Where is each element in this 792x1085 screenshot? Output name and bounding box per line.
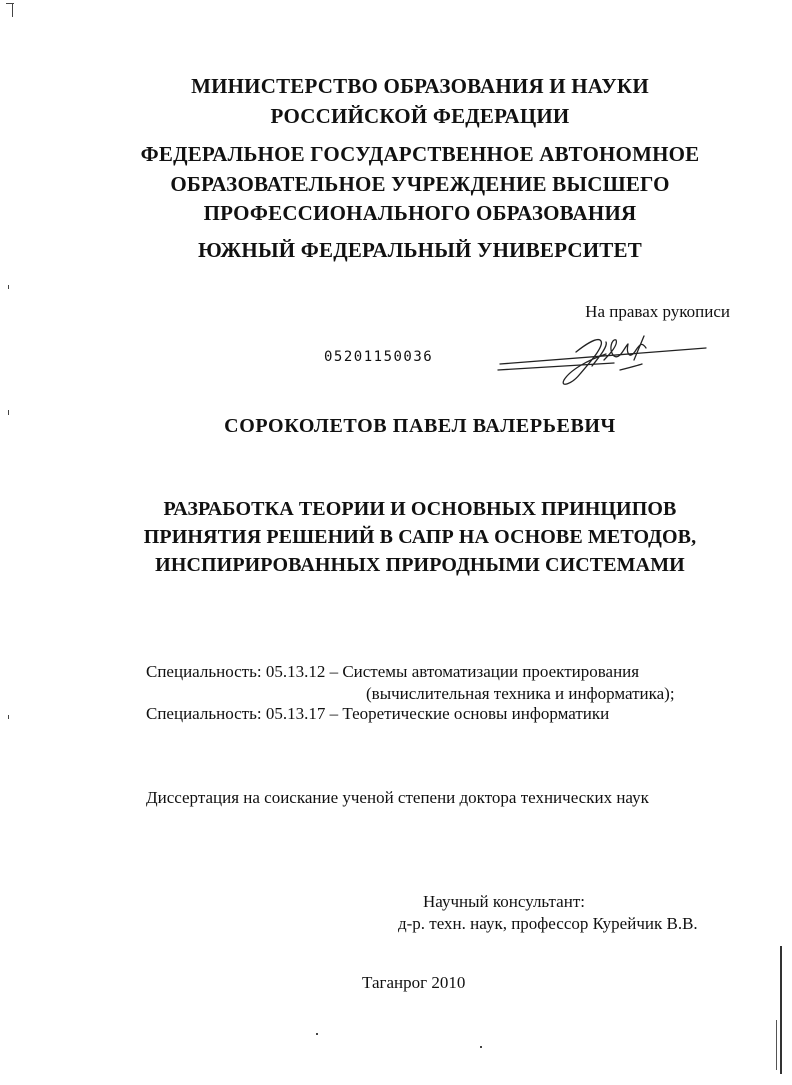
scan-dot-left-1 xyxy=(8,285,9,289)
dissertation-title-line-2: ПРИНЯТИЯ РЕШЕНИЙ В САПР НА ОСНОВЕ МЕТОДОВ, xyxy=(143,526,697,548)
dissertation-title-line-1: РАЗРАБОТКА ТЕОРИИ И ОСНОВНЫХ ПРИНЦИПОВ xyxy=(163,498,677,520)
degree-statement: Диссертация на соискание ученой степени доктора технических наук xyxy=(146,788,649,807)
consultant-name: д-р. техн. наук, профессор Курейчик В.В. xyxy=(398,914,698,933)
scan-dot-bottom-2 xyxy=(480,1046,482,1048)
consultant-label: Научный консультант: xyxy=(423,892,585,911)
manuscript-note: На правах рукописи xyxy=(585,302,730,321)
specialty-line-3: Специальность: 05.13.17 – Теоретические основы информатики xyxy=(146,704,610,723)
specialty-line-1: Специальность: 05.13.12 – Системы автоматизации проектирования xyxy=(146,662,640,681)
institution-line-1: ФЕДЕРАЛЬНОЕ ГОСУДАРСТВЕННОЕ АВТОНОМНОЕ xyxy=(140,142,700,166)
catalog-code: 05201150036 xyxy=(324,349,434,365)
scan-dot-left-2 xyxy=(8,410,9,415)
scan-edge-right-inner xyxy=(776,1020,777,1070)
specialty-line-2: (вычислительная техника и информатика); xyxy=(366,684,675,703)
dissertation-title-line-3: ИНСПИРИРОВАННЫХ ПРИРОДНЫМИ СИСТЕМАМИ xyxy=(155,554,685,576)
scan-mark-top-left xyxy=(12,3,13,17)
ministry-line-1: МИНИСТЕРСТВО ОБРАЗОВАНИЯ И НАУКИ xyxy=(191,74,649,98)
scan-edge-right xyxy=(780,946,782,1074)
city-year: Таганрог 2010 xyxy=(362,973,466,992)
author-name: СОРОКОЛЕТОВ ПАВЕЛ ВАЛЕРЬЕВИЧ xyxy=(224,415,616,437)
scan-mark-top-left-horizontal xyxy=(6,3,14,4)
university-name: ЮЖНЫЙ ФЕДЕРАЛЬНЫЙ УНИВЕРСИТЕТ xyxy=(198,238,642,262)
institution-line-2: ОБРАЗОВАТЕЛЬНОЕ УЧРЕЖДЕНИЕ ВЫСШЕГО xyxy=(170,172,670,196)
ministry-line-2: РОССИЙСКОЙ ФЕДЕРАЦИИ xyxy=(270,104,570,128)
scan-dot-bottom-1 xyxy=(316,1033,318,1035)
scan-dot-left-3 xyxy=(8,715,9,719)
signature-image xyxy=(496,330,712,388)
institution-line-3: ПРОФЕССИОНАЛЬНОГО ОБРАЗОВАНИЯ xyxy=(203,201,637,225)
